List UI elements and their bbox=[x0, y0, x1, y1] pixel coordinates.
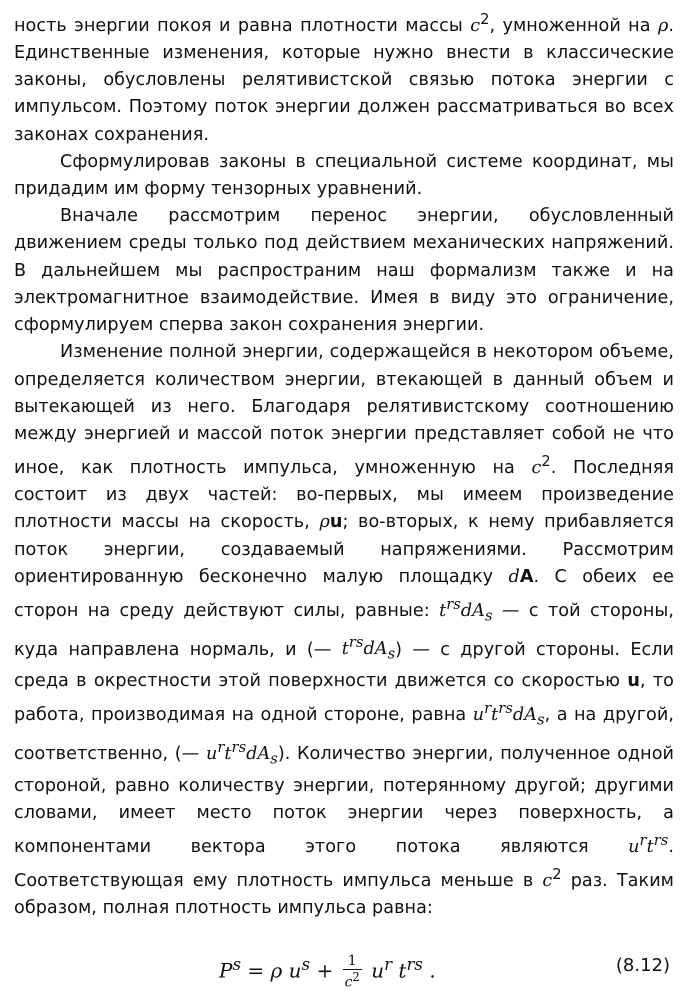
paragraph-4: Изменение полной энергии, содержащейся в некотором объеме, определяется количеством энергии, втекающей в данный объем и вытекающей из него. Благодаря релятивистскому соотношению между энергией и массой поток энергии представляет собой не что иное, как плотность импульса, умноженную на $c^2$. Последняя состоит из двух частей: во-первых, мы имеем произведение плотности массы на скорость, ρu; во-вторых, к нему прибавляется поток энергии, создаваемый напряжениями. Рассмотрим ориентированную бесконечно малую площадку dA. С обеих ее сторон на среду действуют силы, равные: $t^{rs}dA_s$ — с той стороны, куда направлена нормаль, и (— $t^{rs}dA_s$) — с другой стороны. Если среда в окрестности этой поверхности движется со скоростью u, то работа, производимая на одной стороне, равна $u^rt^{rs}dA_s$, а на другой, соответственно, (— $u^rt^{rs}dA_s$). Количество энергии, полученное одной стороной, равно количеству энергии, потерянному другой; другими словами, имеет место поток энергии через поверхность, а компонентами вектора этого потока являются $u^rt^{rs}$. Соответствующая ему плотность импульса меньше в $c^2$ раз. Таким образом, полная плотность импульса равна: bbox=[14, 342, 675, 919]
eq-u2: u bbox=[371, 958, 385, 983]
eq-u2-sup: r bbox=[384, 955, 393, 974]
eq-t: t bbox=[398, 958, 407, 983]
eq-plus: + bbox=[316, 958, 334, 983]
eq-frac-numerator: 1 bbox=[343, 954, 362, 970]
eq-lhs: P bbox=[219, 958, 233, 983]
eq-frac-den-c: c bbox=[344, 974, 353, 991]
paragraph-3: Вначале рассмотрим перенос энергии, обусловленный движением среды только под действием механических напряжений. В дальнейшем мы распространим наш формализм также и на электромагнитное взаимодействие. Имея в виду это ограничение, сформулируем сперва закон сохранения энергии. bbox=[14, 206, 674, 336]
eq-fraction bbox=[343, 954, 362, 991]
equation-number: (8.12) bbox=[615, 955, 670, 976]
equation-formula bbox=[219, 950, 436, 990]
eq-dot: . bbox=[429, 958, 436, 983]
equation-8-12 bbox=[14, 950, 674, 990]
eq-frac-denominator bbox=[343, 970, 362, 991]
text-body bbox=[14, 6, 674, 922]
paragraph-2: Сформулировав законы в специальной системе координат, мы придадим им форму тензорных уравнений. bbox=[14, 151, 674, 200]
eq-equals: = bbox=[247, 958, 265, 983]
eq-t-sup: rs bbox=[406, 955, 423, 974]
eq-lhs-sup: s bbox=[232, 955, 242, 974]
eq-rho: ρ bbox=[270, 958, 283, 983]
eq-u1: u bbox=[288, 958, 302, 983]
eq-frac-den-sup: 2 bbox=[352, 969, 360, 984]
eq-u1-sup: s bbox=[301, 955, 311, 974]
paragraph-1: ность энергии покоя и равна плотности массы $c^2$, умноженной на ρ. Единственные изменения, которые нужно внести в классические законы, обусловлены релятивистской связью потока энергии с импульсом. Поэтому поток энергии должен рассматриваться во всех законах сохранения. bbox=[14, 11, 674, 145]
document-page bbox=[14, 6, 674, 922]
